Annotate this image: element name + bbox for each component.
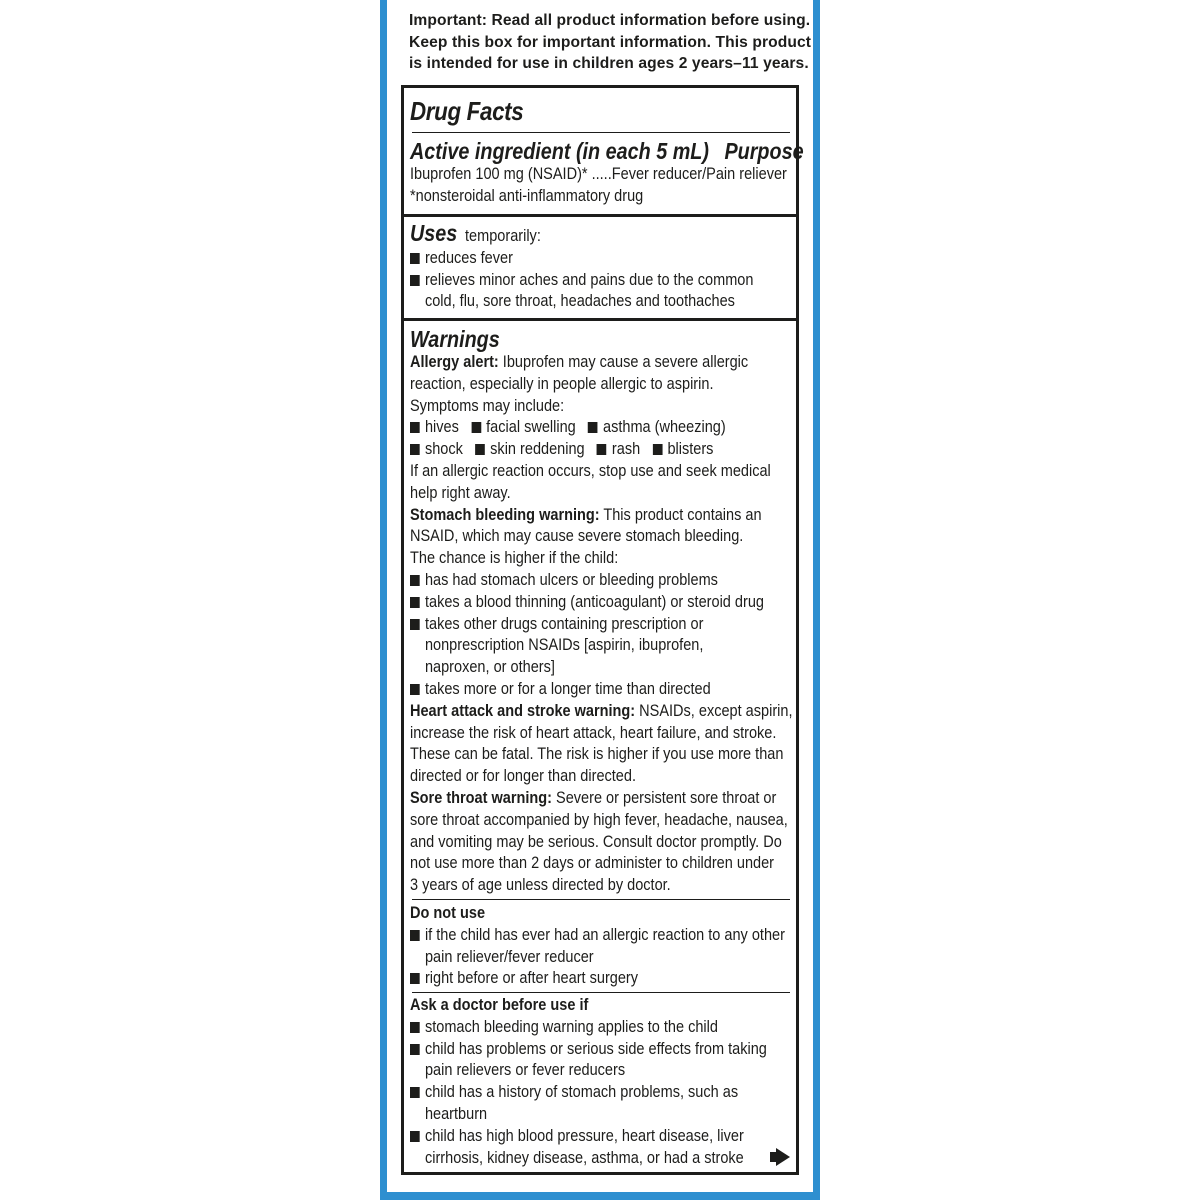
important-line-3: is intended for use in children ages 2 years–11 years. (409, 55, 809, 73)
throat-line-5: 3 years of age unless directed by doctor. (410, 876, 671, 895)
square-bullet-icon (410, 575, 420, 586)
heart-line-3: These can be fatal. The risk is higher if you use more than (410, 745, 784, 764)
uses-item: reduces fever (410, 248, 750, 270)
square-bullet-icon (410, 597, 420, 608)
square-bullet-icon (410, 930, 420, 941)
symptoms-row-1: hives facial swelling asthma (wheezing) (410, 417, 750, 439)
square-bullet-icon (410, 1087, 420, 1098)
allergy-line-1: Allergy alert: Ibuprofen may cause a severe allergic (410, 353, 749, 371)
important-line-1: Important: Read all product information before using. (409, 12, 811, 29)
ask-doctor-section (404, 995, 796, 1169)
ask-doctor-bullet-continued: cirrhosis, kidney disease, asthma, or had a stroke (424, 1148, 744, 1167)
allergy-line-5: help right away. (410, 483, 511, 502)
stomach-bullet: has had stomach ulcers or bleeding problems (410, 570, 750, 592)
square-bullet-icon (410, 1022, 420, 1033)
do-not-use-bullet-continued: pain reliever/fever reducer (424, 947, 594, 966)
square-bullet-icon (410, 444, 420, 455)
heart-line-2: increase the risk of heart attack, heart failure, and stroke. (410, 723, 777, 742)
square-bullet-icon (597, 444, 607, 455)
active-ingredient-label: Active ingredient (in each 5 mL) (410, 138, 709, 164)
ingredient-line: Ibuprofen 100 mg (NSAID)* .....Fever reducer/Pain reliever (410, 165, 787, 183)
square-bullet-icon (410, 275, 420, 286)
stomach-bullet-continued: nonprescription NSAIDs [aspirin, ibuprofen, (424, 636, 704, 655)
do-not-use-bullet: if the child has ever had an allergic reaction to any other (410, 925, 750, 947)
stomach-bullet: takes more or for a longer time than directed (410, 679, 750, 701)
active-ingredient-header (410, 138, 804, 164)
symptoms-row-2: shock skin reddening rash blisters (410, 439, 750, 461)
ask-doctor-bullet-continued: heartburn (424, 1104, 488, 1123)
square-bullet-icon (410, 422, 420, 433)
square-bullet-icon (588, 422, 598, 433)
section-rule-warnings (404, 318, 796, 321)
square-bullet-icon (410, 253, 420, 264)
title-rule (412, 132, 790, 133)
section-rule-uses (404, 214, 796, 217)
allergy-line-2: reaction, especially in people allergic to aspirin. (410, 374, 714, 393)
allergy-line-3: Symptoms may include: (410, 396, 565, 415)
throat-line-2: sore throat accompanied by high fever, headache, nausea, (410, 810, 788, 829)
uses-intro: temporarily: (464, 227, 541, 245)
ask-doctor-bullet: child has high blood pressure, heart disease, liver (410, 1126, 750, 1148)
do-not-use-heading: Do not use (410, 904, 486, 922)
warnings-section (404, 326, 796, 897)
heart-line-4: directed or for longer than directed. (410, 767, 637, 786)
warnings-heading: Warnings (410, 326, 500, 352)
ask-doctor-heading: Ask a doctor before use if (410, 996, 589, 1014)
ask-doctor-bullet: stomach bleeding warning applies to the child (410, 1017, 750, 1039)
heart-line-1: Heart attack and stroke warning: NSAIDs, except aspirin, (410, 701, 793, 720)
do-not-use-section (404, 903, 796, 990)
ask-doctor-bullet: child has a history of stomach problems, such as (410, 1082, 750, 1104)
do-not-use-bullet: right before or after heart surgery (410, 968, 750, 990)
continue-arrow-icon (776, 1148, 790, 1166)
drug-facts-section (404, 96, 796, 126)
ingredient-footnote: *nonsteroidal anti-inflammatory drug (410, 186, 644, 205)
uses-heading: Uses (410, 220, 458, 246)
ask-doctor-bullet: child has problems or serious side effects from taking (410, 1039, 750, 1061)
uses-heading-row (410, 220, 796, 248)
throat-line-4: not use more than 2 days or administer to children under (410, 854, 775, 873)
square-bullet-icon (471, 422, 481, 433)
drug-facts-title: Drug Facts (410, 96, 524, 126)
uses-item: relieves minor aches and pains due to the common (410, 270, 750, 292)
important-line-2: Keep this box for important information. This product (409, 33, 812, 51)
do-not-use-rule (412, 899, 790, 900)
uses-item-continued: cold, flu, sore throat, headaches and toothaches (424, 292, 735, 311)
purpose-label: Purpose (724, 138, 804, 164)
active-ingredient-section (404, 138, 804, 208)
uses-section (404, 220, 796, 313)
square-bullet-icon (410, 973, 420, 984)
throat-line-3: and vomiting may be serious. Consult doctor promptly. Do (410, 832, 782, 851)
square-bullet-icon (652, 444, 662, 455)
stomach-bullet: takes a blood thinning (anticoagulant) or steroid drug (410, 592, 750, 614)
ask-doctor-bullet-continued: pain relievers or fever reducers (424, 1061, 626, 1080)
square-bullet-icon (410, 619, 420, 630)
square-bullet-icon (410, 1044, 420, 1055)
square-bullet-icon (410, 684, 420, 695)
square-bullet-icon (475, 444, 485, 455)
stomach-bullet: takes other drugs containing prescription or (410, 614, 750, 636)
important-notice (409, 10, 812, 75)
stomach-line-1: Stomach bleeding warning: This product contains an (410, 505, 762, 524)
allergy-line-4: If an allergic reaction occurs, stop use and seek medical (410, 461, 771, 480)
stomach-line-2: NSAID, which may cause severe stomach bleeding. (410, 527, 744, 546)
drug-facts-box (401, 85, 804, 1175)
stomach-line-3: The chance is higher if the child: (410, 549, 619, 568)
ask-doctor-rule (412, 992, 790, 993)
throat-line-1: Sore throat warning: Severe or persistent sore throat or (410, 788, 777, 807)
stomach-bullet-continued: naproxen, or others] (424, 658, 555, 677)
square-bullet-icon (410, 1131, 420, 1142)
